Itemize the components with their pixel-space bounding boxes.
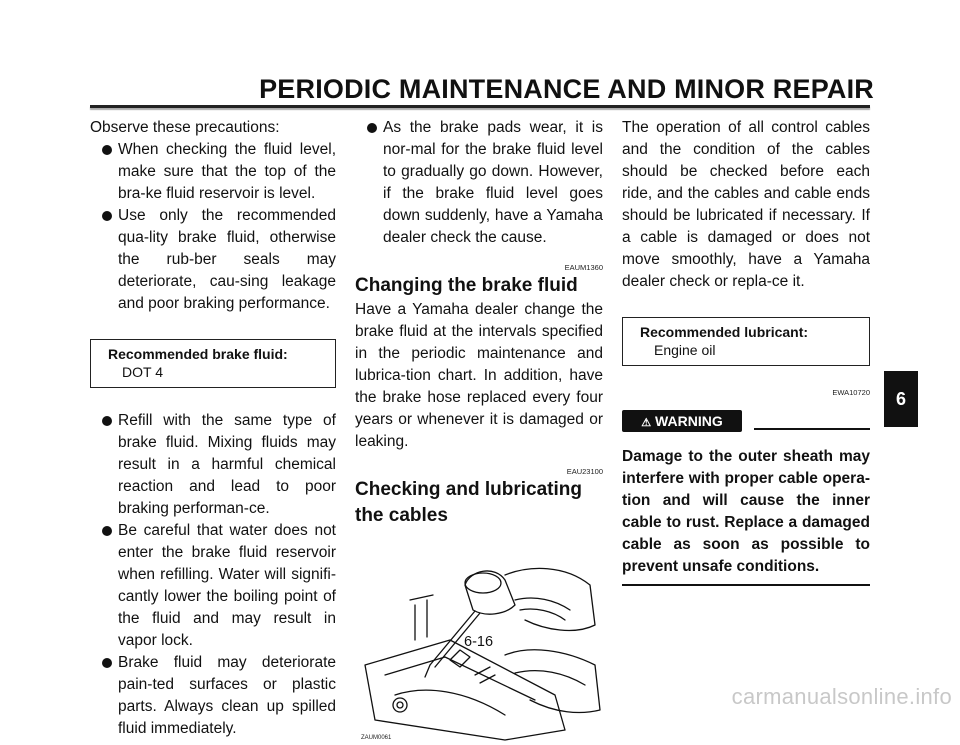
recommended-lubricant-box [622, 317, 870, 366]
section-heading-cables: Checking and lubricating the cables [355, 479, 582, 526]
brake-pad-note [355, 117, 603, 249]
rec-box-label: Recommended lubricant: [640, 324, 809, 340]
chapter-tab: 6 [884, 371, 918, 427]
precautions-list-a [90, 139, 336, 315]
warning-label: WARNING [655, 413, 723, 429]
column-right [622, 117, 870, 586]
rec-box-value: Engine oil [654, 342, 716, 358]
list-item: Use only the recommended qua-lity brake fluid, otherwise the rub-ber seals may deteriorate, cau-sing leakage and poor braking performance. [90, 205, 336, 315]
warning-badge [622, 410, 742, 432]
list-item: As the brake pads wear, it is nor-mal for the brake fluid level to gradually go down. However, if the brake fluid level goes down suddenly, have a Yamaha dealer check the cause. [355, 117, 603, 249]
section-heading-changing-brake-fluid: Changing the brake fluid [355, 275, 578, 296]
page-number: 6-16 [464, 634, 494, 650]
rec-box-value: DOT 4 [122, 364, 163, 380]
warning-rule [754, 428, 870, 430]
header-rule [90, 105, 870, 108]
list-item: Refill with the same type of brake fluid. Mixing fluids may result in a harmful chemical reaction and lead to poor braking performan-ce. [90, 410, 336, 520]
list-item: Brake fluid may deteriorate pain-ted surfaces or plastic parts. Always clean up spilled fluid immediately. [90, 652, 336, 740]
changing-brake-fluid-text: Have a Yamaha dealer change the brake fluid at the intervals specified in the periodic maintenance and lubrica-tion chart. In addition, have the brake hose replaced every four years or whenever it is damaged or leaking. [355, 301, 603, 450]
cables-text: The operation of all control cables and the condition of the cables should be checked before each ride, and the cables and cable ends should be lubricated if necessary. If a cable is damaged or does not move smoothly, have a Yamaha dealer check or repla-ce it. [622, 119, 870, 290]
list-item: When checking the fluid level, make sure that the top of the bra-ke fluid reservoir is level. [90, 139, 336, 205]
warning-triangle-icon: ⚠ [641, 417, 652, 429]
precautions-list-b [90, 410, 336, 740]
column-middle [355, 117, 603, 745]
warning-text: Damage to the outer sheath may interfere with proper cable opera-tion and will cause the inner cable to rust. Replace a damaged cable as soon as possible to prevent unsafe conditions. [622, 448, 870, 575]
page-header-title: PERIODIC MAINTENANCE AND MINOR REPAIR [259, 74, 874, 104]
warning-bottom-rule [622, 584, 870, 586]
warning-code: EWA10720 [832, 388, 870, 397]
section-code: EAUM1360 [564, 263, 603, 272]
warning-header [622, 410, 870, 432]
precautions-intro: Observe these precautions: [90, 119, 280, 136]
list-item: Be careful that water does not enter the brake fluid reservoir when refilling. Water will signifi-cantly lower the boiling point of the fluid and may result in vapor lock. [90, 520, 336, 652]
figure-code: ZAUM0061 [361, 735, 392, 741]
recommended-brake-fluid-box [90, 339, 336, 388]
watermark: carmanualsonline.info [731, 684, 952, 709]
rec-box-label: Recommended brake fluid: [108, 346, 288, 362]
section-code: EAU23100 [566, 467, 603, 476]
column-left [90, 117, 336, 740]
